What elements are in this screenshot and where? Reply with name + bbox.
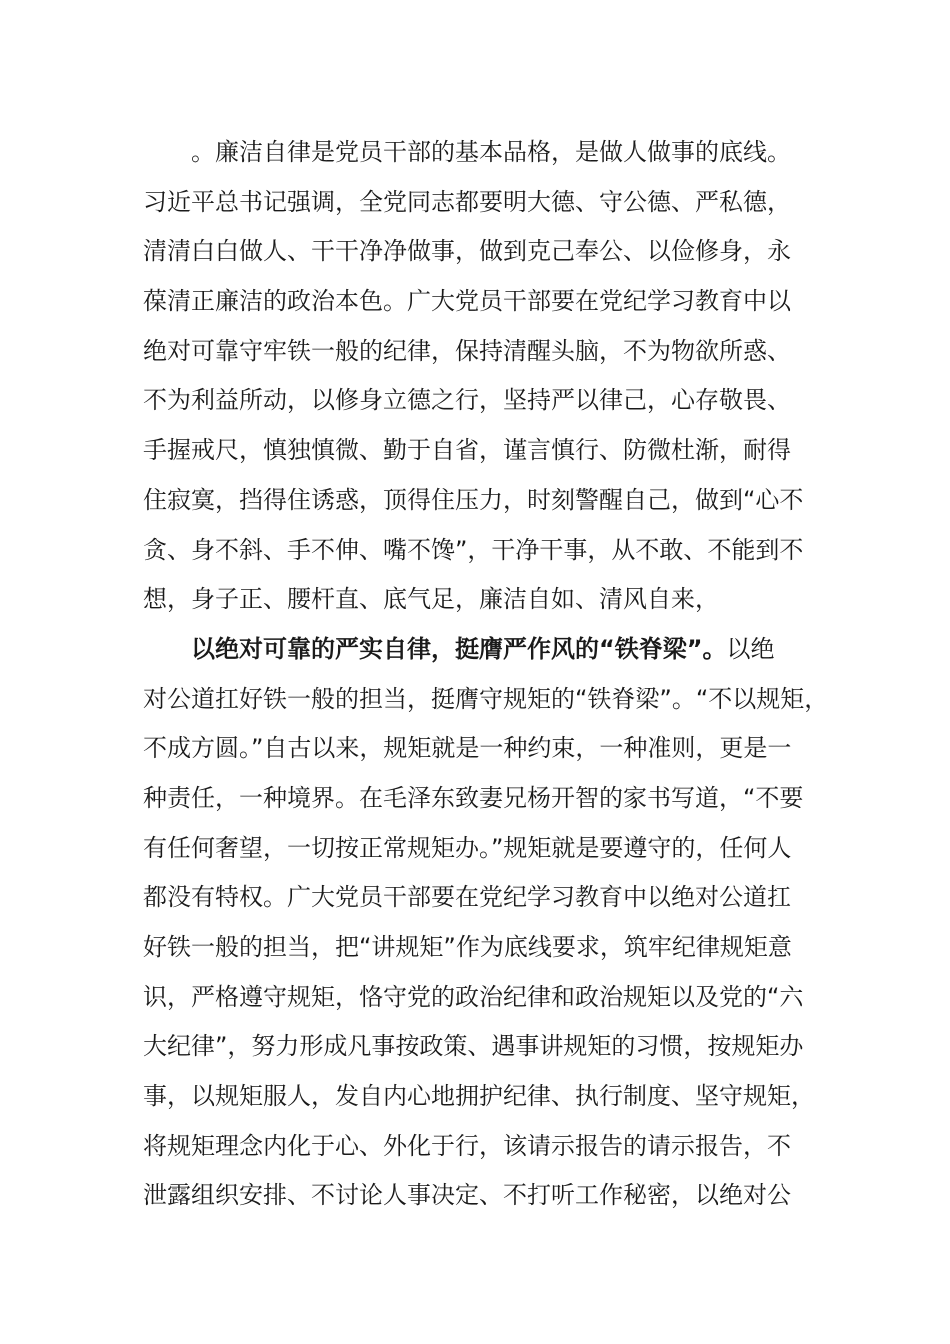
paragraph-line: 将规矩理念内化于心、外化于行，该请示报告的请示报告，不 [143,1131,791,1160]
section-heading: 以绝对可靠的严实自律，挺膺严作风的“铁脊梁”。 [191,634,727,663]
paragraph-line: 有任何奢望，一切按正常规矩办。”规矩就是要遵守的，任何人 [143,833,792,862]
paragraph-line: 识，严格遵守规矩，恪守党的政治纪律和政治规矩以及党的“六 [143,982,804,1011]
paragraph-line: 泄露组织安排、不讨论人事决定、不打听工作秘密，以绝对公 [143,1181,791,1210]
paragraph-line: 清清白白做人、干干净净做事，做到克己奉公、以俭修身，永 [143,237,791,266]
paragraph-line: 习近平总书记强调，全党同志都要明大德、守公德、严私德， [143,187,791,216]
paragraph-integrity [143,128,838,625]
paragraph-line [143,625,838,675]
paragraph-line: 大纪律”，努力形成凡事按政策、遇事讲规矩的习惯，按规矩办 [143,1032,804,1061]
paragraph-line-text: 。廉洁自律是党员干部的基本品格，是做人做事的底线。 [191,138,791,166]
paragraph-line: 都没有特权。广大党员干部要在党纪学习教育中以绝对公道扛 [143,883,791,912]
paragraph-line: 事，以规矩服人，发自内心地拥护纪律、执行制度、坚守规矩， [143,1082,815,1111]
paragraph-line: 对公道扛好铁一般的担当，挺膺守规矩的“铁脊梁”。“不以规矩， [143,684,829,713]
paragraph-line: 住寂寞，挡得住诱惑，顶得住压力，时刻警醒自己，做到“心不 [143,485,804,514]
paragraph-line: 贪、身不斜、手不伸、嘴不馋”，干净干事，从不敢、不能到不 [143,535,804,564]
document-body [143,128,838,1221]
paragraph-line-text: 以绝 [726,634,775,663]
paragraph-rules [143,625,838,1221]
paragraph-line: 手握戒尺，慎独慎微、勤于自省，谨言慎行、防微杜渐，耐得 [143,436,791,465]
paragraph-line: 种责任，一种境界。在毛泽东致妻兄杨开智的家书写道，“不要 [143,783,804,812]
paragraph-line: 不为利益所动，以修身立德之行，坚持严以律己，心存敬畏、 [143,386,791,415]
paragraph-line: 想，身子正、腰杆直、底气足，廉洁自如、清风自来， [143,585,719,614]
paragraph-line: 绝对可靠守牢铁一般的纪律，保持清醒头脑，不为物欲所惑、 [143,336,791,365]
paragraph-line [143,128,838,178]
paragraph-line: 好铁一般的担当，把“讲规矩”作为底线要求，筑牢纪律规矩意 [143,933,792,961]
paragraph-line: 不成方圆。”自古以来，规矩就是一种约束，一种准则，更是一 [143,734,792,763]
paragraph-line: 葆清正廉洁的政治本色。广大党员干部要在党纪学习教育中以 [143,287,791,316]
